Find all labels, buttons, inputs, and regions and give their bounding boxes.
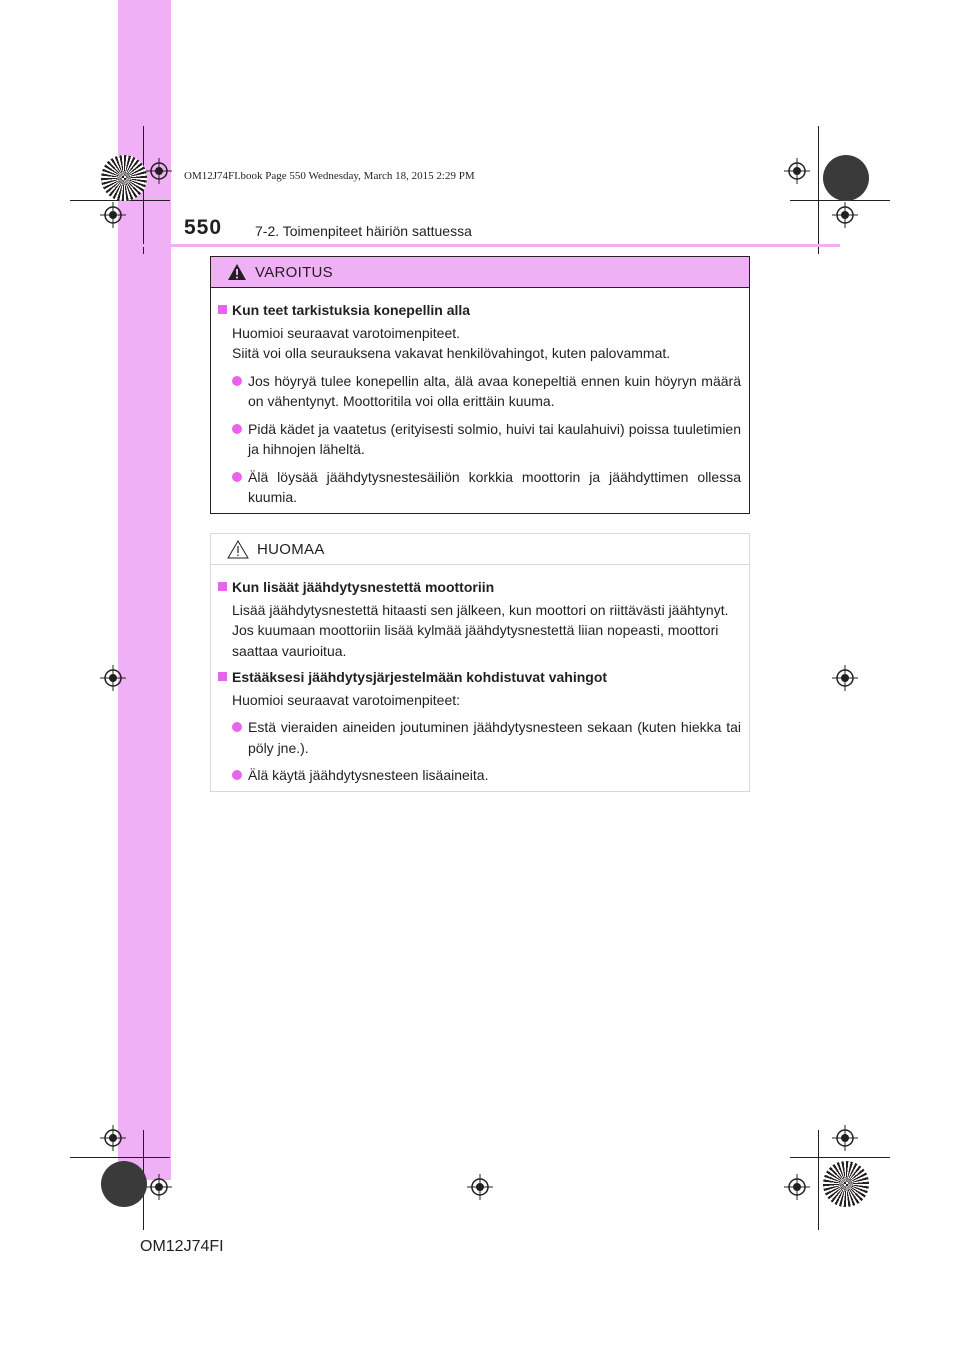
crop-line <box>790 1157 890 1158</box>
notice-box-header <box>211 534 749 565</box>
bullet-dot-icon <box>232 424 242 434</box>
notice-box-body <box>211 565 749 786</box>
list-item: Jos höyryä tulee konepellin alta, älä avaa konepeltiä ennen kuin höyryn määrä on vähentynyt. Moottoritila voi olla erittäin kuuma. <box>217 371 741 412</box>
registration-mark-icon <box>146 1174 172 1200</box>
registration-mark-icon <box>100 202 126 228</box>
crop-line <box>818 1130 819 1230</box>
subheading: Estääksesi jäähdytysjärjestelmään kohdistuvat vahingot <box>217 667 741 688</box>
starburst-mark-icon <box>101 155 147 201</box>
warning-box-header <box>211 257 749 288</box>
registration-mark-icon <box>832 665 858 691</box>
list-item: Älä löysää jäähdytysnestesäiliön korkkia moottorin ja jäähdyttimen ollessa kuumia. <box>217 467 741 508</box>
bullet-dot-icon <box>232 472 242 482</box>
starburst-mark-icon <box>823 155 869 201</box>
square-bullet-icon <box>218 305 227 314</box>
warning-triangle-icon <box>227 263 247 281</box>
warning-box-body <box>211 288 749 508</box>
section-title: 7-2. Toimenpiteet häiriön sattuessa <box>255 223 472 239</box>
notice-box <box>210 533 750 792</box>
paragraph: Lisää jäähdytysnestettä hitaasti sen jälkeen, kun moottori on riittävästi jäähtynyt. Jos kuumaan moottoriin lisää kylmää jäähdytysnestettä liian nopeasti, moottori saattaa vaurioitua. <box>232 601 729 659</box>
header-rule <box>118 244 840 247</box>
notice-box-title: HUOMAA <box>257 540 325 558</box>
registration-mark-icon <box>100 1125 126 1151</box>
bullet-dot-icon <box>232 770 242 780</box>
page-number: 550 <box>184 216 223 239</box>
registration-mark-icon <box>467 1174 493 1200</box>
registration-mark-icon <box>146 158 172 184</box>
square-bullet-icon <box>218 672 227 681</box>
subheading: Kun lisäät jäähdytysnestettä moottoriin <box>217 577 741 598</box>
registration-mark-icon <box>784 158 810 184</box>
paragraph: Huomioi seuraavat varotoimenpiteet: <box>232 691 461 708</box>
bullet-dot-icon <box>232 376 242 386</box>
paragraph: Huomioi seuraavat varotoimenpiteet. Siitä voi olla seurauksena vakavat henkilövahingot, kuten palovammat. <box>232 324 671 361</box>
warning-box <box>210 256 750 514</box>
bullet-dot-icon <box>232 722 242 732</box>
subheading: Kun teet tarkistuksia konepellin alla <box>217 300 741 321</box>
square-bullet-icon <box>218 582 227 591</box>
manual-code: OM12J74FI <box>140 1238 224 1255</box>
starburst-mark-icon <box>823 1161 869 1207</box>
crop-line <box>818 126 819 254</box>
list-item: Älä käytä jäähdytysnesteen lisäaineita. <box>217 765 741 786</box>
crop-line <box>70 1157 170 1158</box>
starburst-mark-icon <box>101 1161 147 1207</box>
registration-mark-icon <box>100 665 126 691</box>
book-stamp: OM12J74FI.book Page 550 Wednesday, March 18, 2015 2:29 PM <box>184 170 475 182</box>
registration-mark-icon <box>832 202 858 228</box>
list-item: Estä vieraiden aineiden joutuminen jäähdytysnesteen sekaan (kuten hiekka tai pöly jne.). <box>217 717 741 758</box>
list-item: Pidä kädet ja vaatetus (erityisesti solmio, huivi tai kaulahuivi) poissa tuuletimien ja hihnojen läheltä. <box>217 419 741 460</box>
registration-mark-icon <box>784 1174 810 1200</box>
warning-box-title: VAROITUS <box>255 263 333 281</box>
caution-triangle-outline-icon <box>227 540 249 559</box>
registration-mark-icon <box>832 1125 858 1151</box>
